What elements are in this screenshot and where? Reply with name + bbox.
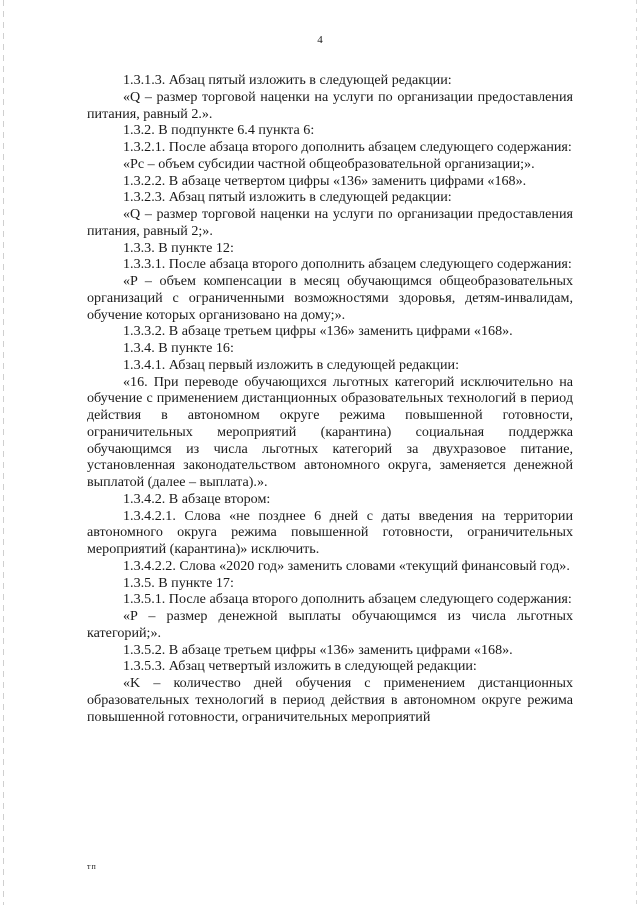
paragraph: 1.3.5.1. После абзаца второго дополнить абзацем следующего содержания: bbox=[123, 591, 572, 608]
paragraph: 1.3.4.2.2. Слова «2020 год» заменить словами «текущий финансовый год». bbox=[123, 557, 570, 574]
paragraph: 1.3.3.2. В абзаце третьем цифры «136» заменить цифрами «168». bbox=[123, 323, 513, 340]
paragraph: 1.3.4.2.1. Слова «не позднее 6 дней с даты введения на территории автономного округа режима повышенной готовности, ограничительных мероприятий (карантина)» исключить. bbox=[87, 507, 573, 557]
paragraph: «Q – размер торговой наценки на услуги по организации предоставления питания, равный 2.». bbox=[87, 88, 573, 122]
paragraph: 1.3.4.1. Абзац первый изложить в следующей редакции: bbox=[123, 356, 459, 373]
paragraph: 1.3.2.2. В абзаце четвертом цифры «136» заменить цифрами «168». bbox=[123, 172, 527, 189]
page-number: 4 bbox=[317, 34, 323, 46]
paragraph: «P – размер денежной выплаты обучающимся из числа льготных категорий;». bbox=[87, 608, 573, 641]
paragraph: «K – количество дней обучения с применением дистанционных образовательных технологий в период действия в автономном округе режима повышенной готовности, ограничительных мероприятий bbox=[87, 675, 573, 725]
paragraph: «Pc – объем субсидии частной общеобразовательной организации;». bbox=[123, 155, 535, 172]
scan-edge-left bbox=[3, 0, 4, 905]
paragraph: 1.3.2.3. Абзац пятый изложить в следующей редакции: bbox=[123, 189, 452, 206]
paragraph: «P – объем компенсации в месяц обучающимся общеобразовательных организаций с ограниченными возможностями здоровья, детям-инвалидам, обучение которых организовано на дому;». bbox=[87, 273, 573, 323]
paragraph: 1.3.3. В пункте 12: bbox=[123, 239, 234, 256]
paragraph: 1.3.5. В пункте 17: bbox=[123, 574, 234, 591]
document-body bbox=[87, 72, 573, 725]
paragraph: 1.3.4.2. В абзаце втором: bbox=[123, 490, 271, 507]
paragraph: 1.3.4. В пункте 16: bbox=[123, 340, 234, 356]
paragraph: 1.3.1.3. Абзац пятый изложить в следующей редакции: bbox=[123, 72, 452, 88]
paragraph: 1.3.3.1. После абзаца второго дополнить абзацем следующего содержания: bbox=[123, 256, 572, 273]
paragraph: 1.3.2.1. После абзаца второго дополнить абзацем следующего содержания: bbox=[123, 139, 572, 155]
paragraph: «Q – размер торговой наценки на услуги по организации предоставления питания, равный 2;». bbox=[87, 206, 573, 239]
paragraph: «16. При переводе обучающихся льготных категорий исключительно на обучение с применением дистанционных образовательных технологий в период действия в автономном округе режима повышенной готовности, ограничительных мероприятий (карантина) социальная поддержка обучающимся из числа льготных категорий за двухразовое питание, установленная законодательством автономного округа, заменяется денежной выплатой (далее – выплата).». bbox=[87, 373, 573, 490]
scan-edge-right bbox=[636, 0, 637, 905]
footer-mark: тп bbox=[87, 862, 97, 871]
paragraph: 1.3.2. В подпункте 6.4 пункта 6: bbox=[123, 122, 315, 139]
paragraph: 1.3.5.2. В абзаце третьем цифры «136» заменить цифрами «168». bbox=[123, 641, 513, 658]
paragraph: 1.3.5.3. Абзац четвертый изложить в следующей редакции: bbox=[123, 658, 477, 675]
